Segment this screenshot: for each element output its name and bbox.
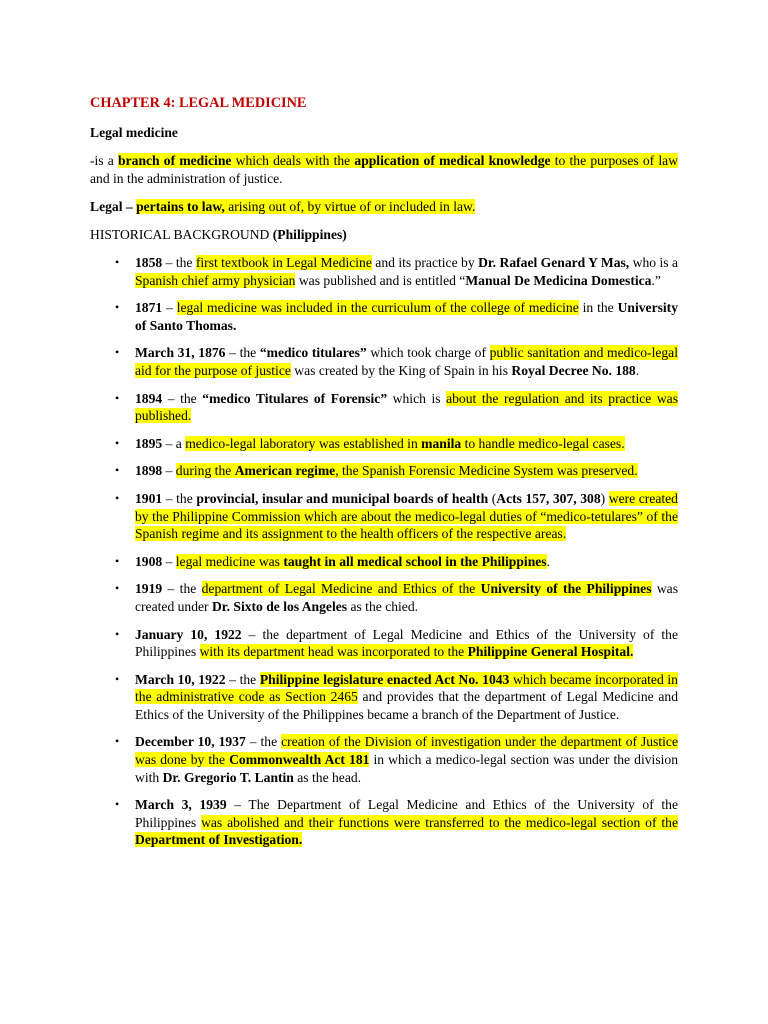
bullet-icon: •: [115, 345, 120, 360]
text-run: –: [162, 463, 176, 479]
text-run: to the purposes of law: [550, 153, 679, 168]
text-run: Philippine legislature enacted Act No. 1043: [259, 671, 510, 687]
text-run: manila: [421, 435, 462, 451]
timeline-item: [90, 344, 678, 379]
text-run: 1895: [135, 435, 163, 451]
timeline-item: [90, 733, 678, 786]
text-run: 1871: [135, 300, 163, 316]
timeline-item: [90, 462, 678, 480]
text-run: 1898: [135, 463, 163, 479]
bullet-icon: •: [115, 490, 120, 505]
text-run: –: [162, 553, 176, 569]
timeline-item: [90, 671, 678, 724]
text-run: in the: [578, 300, 618, 316]
text-run: was created by the King of Spain in his: [290, 362, 512, 378]
text-run: which became incorporated in the administrative code as Section 2465: [135, 671, 678, 705]
text-run: who is a: [629, 255, 678, 270]
text-run: during the: [175, 463, 235, 479]
text-run: December 10, 1937: [135, 734, 246, 750]
text-run: Philippine General Hospital.: [467, 644, 634, 660]
text-run: and provides that the department of Legal Medicine and Ethics of the University of the Philippines became a branch of the Department of Justice.: [135, 689, 678, 722]
text-run: -is a: [90, 153, 119, 168]
text-run: 1858: [135, 255, 163, 270]
text-run: provincial, insular and municipal boards of health: [196, 490, 489, 506]
definition-paragraph: [90, 152, 678, 188]
text-run: .: [635, 362, 640, 378]
text-run: about the regulation and its practice was published.: [135, 390, 678, 424]
text-run: “medico Titulares of Forensic”: [202, 390, 388, 406]
text-run: – the: [245, 734, 282, 750]
text-run: Dr. Gregorio T. Lantin: [162, 769, 294, 785]
text-run: which is: [387, 390, 447, 406]
text-run: – the: [162, 390, 203, 406]
text-run: was published and is entitled “: [295, 272, 466, 288]
text-run: , the Spanish Forensic Medicine System was preserved.: [335, 463, 638, 479]
bullet-icon: •: [115, 734, 120, 749]
timeline-item: [90, 796, 678, 849]
text-run: (Philippines): [272, 227, 347, 242]
text-run: Commonwealth Act 181: [229, 752, 370, 768]
text-run: as the chied.: [347, 598, 419, 614]
bullet-icon: •: [115, 671, 120, 686]
text-run: Spanish chief army physician: [135, 272, 296, 288]
timeline-item: [90, 626, 678, 661]
bullet-icon: •: [115, 390, 120, 405]
bullet-icon: •: [115, 300, 120, 315]
text-run: – the: [225, 345, 260, 361]
text-run: –: [162, 300, 177, 316]
text-run: 1901: [135, 490, 163, 506]
text-run: Dr. Rafael Genard Y Mas,: [478, 255, 630, 270]
text-run: – the: [162, 255, 196, 270]
text-run: as the head.: [293, 769, 362, 785]
legal-definition-paragraph: [90, 198, 678, 216]
timeline-item: [90, 553, 678, 571]
text-run: ): [600, 490, 609, 506]
text-run: legal medicine was: [175, 553, 284, 569]
text-run: March 10, 1922: [135, 671, 226, 687]
timeline-item: [90, 580, 678, 615]
text-run: – the: [162, 581, 202, 597]
bullet-icon: •: [115, 797, 120, 812]
text-run: 1919: [135, 581, 163, 597]
timeline-item: [90, 390, 678, 425]
text-run: March 3, 1939: [135, 797, 227, 813]
historical-background-heading: [90, 226, 678, 244]
text-run: arising out of, by virtue of or included in law.: [224, 199, 476, 214]
text-run: March 31, 1876: [135, 345, 226, 361]
chapter-title: CHAPTER 4: LEGAL MEDICINE: [90, 95, 307, 111]
text-run: “medico titulares”: [259, 345, 367, 361]
text-run: American regime: [234, 463, 336, 479]
section-heading: Legal medicine: [90, 125, 178, 140]
text-run: and its practice by: [371, 255, 479, 270]
bullet-icon: •: [115, 255, 120, 269]
text-run: which deals with the: [231, 153, 355, 168]
timeline-item: [90, 299, 678, 334]
text-run: and in the administration of justice.: [90, 171, 283, 186]
text-run: in which a medico-legal section was under the division with: [135, 752, 678, 785]
text-run: which took charge of: [366, 345, 490, 361]
text-run: branch of medicine: [118, 153, 232, 168]
bullet-icon: •: [115, 463, 120, 478]
text-run: – the: [162, 490, 197, 506]
text-run: 1894: [135, 390, 163, 406]
text-run: creation of the Division of investigation under the department of Justice was done by the: [135, 734, 678, 768]
text-run: application of medical knowledge: [354, 153, 551, 168]
timeline-item: [90, 254, 678, 289]
text-run: pertains to law,: [136, 199, 225, 214]
bullet-icon: •: [115, 581, 120, 596]
text-run: Legal –: [90, 199, 137, 214]
text-run: – the department of Legal Medicine and Ethics of the University of the Philippines: [135, 626, 679, 660]
text-run: – The Department of Legal Medicine and Ethics of the University of the Philippines: [135, 797, 678, 830]
text-run: was abolished and their functions were transferred to the medico-legal section of the: [201, 814, 678, 830]
text-run: public sanitation and medico-legal aid for the purpose of justice: [135, 345, 678, 378]
text-run: Dr. Sixto de los Angeles: [211, 598, 348, 614]
text-run: Department of Investigation.: [135, 832, 303, 848]
timeline-list: [90, 254, 678, 849]
text-run: University of the Philippines: [480, 581, 652, 597]
bullet-icon: •: [115, 626, 120, 641]
text-run: department of Legal Medicine and Ethics of the: [201, 581, 481, 597]
text-run: (: [488, 490, 497, 506]
bullet-icon: •: [115, 553, 120, 568]
text-run: University of Santo Thomas.: [135, 300, 678, 333]
text-run: HISTORICAL BACKGROUND: [90, 227, 273, 242]
text-run: with its department head was incorporated to the: [199, 644, 468, 660]
text-run: Acts 157, 307, 308: [496, 490, 601, 506]
text-run: first textbook in Legal Medicine: [195, 255, 372, 270]
text-run: – a: [162, 435, 186, 451]
timeline-item: [90, 435, 678, 453]
timeline-item: [90, 490, 678, 543]
text-run: Manual De Medicina Domestica: [465, 272, 652, 288]
text-run: was created under: [135, 581, 678, 614]
text-run: medico-legal laboratory was established in: [185, 435, 422, 451]
text-run: – the: [225, 671, 260, 687]
text-run: January 10, 1922: [135, 626, 242, 642]
text-run: legal medicine was included in the curriculum of the college of medicine: [176, 300, 579, 316]
text-run: .: [546, 553, 550, 569]
text-run: to handle medico-legal cases.: [461, 435, 625, 451]
text-run: taught in all medical school in the Philippines: [283, 553, 547, 569]
text-run: were created by the Philippine Commission which are about the medico-legal duties of “medico-tetulares” of the Spanish regime and its assignment to the health officers of the respective areas.: [135, 490, 678, 542]
text-run: .”: [651, 272, 661, 288]
text-run: 1908: [135, 553, 163, 569]
bullet-icon: •: [115, 435, 120, 450]
text-run: Royal Decree No. 188: [511, 362, 636, 378]
